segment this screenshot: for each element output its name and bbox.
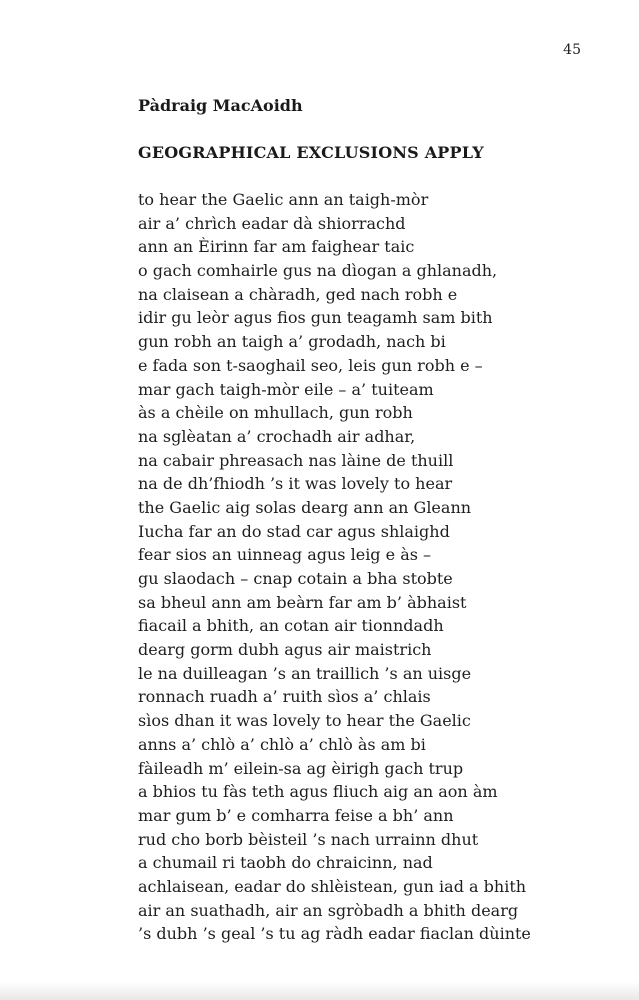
poem-line: fàileadh m’ eilein-sa ag èirigh gach trup [138, 758, 464, 778]
poem-line: Iucha far an do stad car agus shlaighd [138, 521, 450, 541]
page-bottom-shadow [0, 982, 639, 1000]
poem-line: na cabair phreasach nas làine de thuill [138, 450, 454, 470]
poem-line: air an suathadh, air an sgròbadh a bhith dearg [138, 900, 519, 920]
poem-line: na claisean a chàradh, ged nach robh e [138, 284, 458, 304]
poem-line: às a chèile on mhullach, gun robh [138, 403, 413, 423]
poem-line: idir gu leòr agus fios gun teagamh sam bith [138, 308, 493, 328]
poem-line: sa bheul ann am beàrn far am b’ àbhaist [138, 592, 467, 612]
poem-line: gun robh an taigh a’ grodadh, nach bi [138, 332, 446, 352]
poem-line: achlaisean, eadar do shlèistean, gun iad a bhith [138, 876, 527, 896]
poem-line: mar gach taigh-mòr eile – a’ tuiteam [138, 379, 434, 399]
poem-line: air a’ chrìch eadar dà shiorrachd [138, 213, 406, 233]
poem-line: le na duilleagan ’s an traillich ’s an uisge [138, 663, 472, 683]
poem-line: ann an Èirinn far am faighear taic [138, 237, 415, 257]
poem-body [138, 188, 531, 946]
poem-line: ’s dubh ’s geal ’s tu ag ràdh eadar fiaclan dùinte [138, 924, 531, 944]
poem-line: fiacail a bhith, an cotan air tionndadh [138, 616, 444, 636]
poem-line: a bhios tu fàs teth agus fliuch aig an aon àm [138, 782, 498, 802]
poem-line: dearg gorm dubh agus air maistrich [138, 640, 432, 660]
poem-line: sìos dhan it was lovely to hear the Gaelic [138, 711, 471, 731]
poem-line: fear sios an uinneag agus leig e às – [138, 545, 432, 565]
poem-line: ronnach ruadh a’ ruith sìos a’ chlais [138, 687, 431, 707]
poem-author: Pàdraig MacAoidh [138, 96, 303, 115]
poem-line: anns a’ chlò a’ chlò a’ chlò às am bi [138, 734, 426, 754]
poem-line: mar gum b’ e comharra feise a bh’ ann [138, 805, 454, 825]
page-number: 45 [563, 42, 581, 58]
poem-line: e fada son t-saoghail seo, leis gun robh e – [138, 355, 483, 375]
poem-line: to hear the Gaelic ann an taigh-mòr [138, 190, 429, 209]
poem-line: a chumail ri taobh do chraicinn, nad [138, 853, 433, 873]
poem-line: o gach comhairle gus na dìogan a ghlanadh, [138, 261, 498, 281]
poem-line: gu slaodach – cnap cotain a bha stobte [138, 569, 453, 588]
poem-line: rud cho borb bèisteil ’s nach urrainn dhut [138, 829, 479, 849]
poem-line: na sglèatan a’ crochadh air adhar, [138, 426, 416, 446]
poem-title: GEOGRAPHICAL EXCLUSIONS APPLY [138, 143, 484, 162]
poem-line: the Gaelic aig solas dearg ann an Gleann [138, 497, 472, 517]
poem-line: na de dh’fhiodh ’s it was lovely to hear [138, 474, 453, 494]
